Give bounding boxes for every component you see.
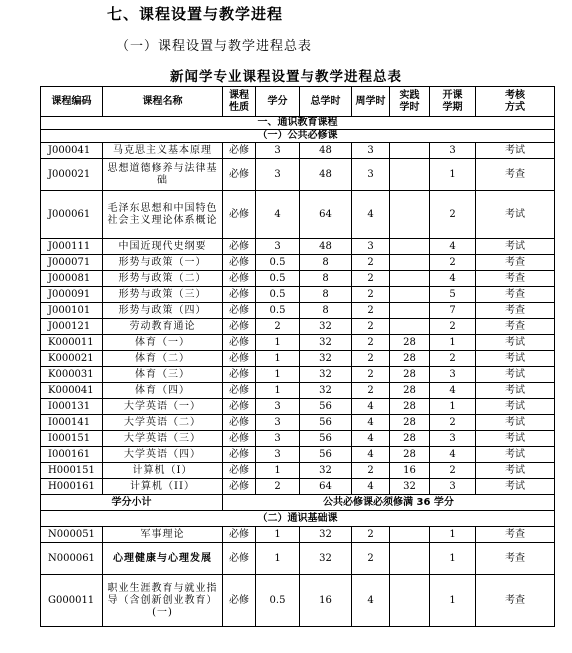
weekly-hours: 2 bbox=[352, 255, 390, 271]
course-code: K000031 bbox=[41, 367, 103, 383]
total-hours: 64 bbox=[300, 191, 352, 239]
assessment: 考试 bbox=[476, 431, 555, 447]
semester: 1 bbox=[430, 335, 476, 351]
semester: 1 bbox=[430, 575, 476, 627]
course-name: 形势与政策（二） bbox=[103, 271, 223, 287]
course-code: J000111 bbox=[41, 239, 103, 255]
weekly-hours: 3 bbox=[352, 159, 390, 191]
assessment: 考试 bbox=[476, 351, 555, 367]
assessment: 考试 bbox=[476, 143, 555, 159]
course-name: 大学英语（四） bbox=[103, 447, 223, 463]
weekly-hours: 4 bbox=[352, 479, 390, 495]
practice-hours bbox=[390, 575, 430, 627]
practice-hours bbox=[390, 543, 430, 575]
course-type: 必修 bbox=[223, 191, 256, 239]
total-hours: 64 bbox=[300, 479, 352, 495]
credits: 3 bbox=[256, 431, 300, 447]
credits: 0.5 bbox=[256, 271, 300, 287]
weekly-hours: 4 bbox=[352, 399, 390, 415]
credits: 1 bbox=[256, 383, 300, 399]
course-code: I000161 bbox=[41, 447, 103, 463]
assessment: 考查 bbox=[476, 271, 555, 287]
practice-hours: 28 bbox=[390, 431, 430, 447]
weekly-hours: 2 bbox=[352, 351, 390, 367]
practice-hours: 28 bbox=[390, 399, 430, 415]
total-hours: 8 bbox=[300, 287, 352, 303]
course-name: 大学英语（三） bbox=[103, 431, 223, 447]
table-row bbox=[41, 479, 555, 495]
header-course-type: 课程 性质 bbox=[223, 87, 256, 117]
weekly-hours: 4 bbox=[352, 431, 390, 447]
assessment: 考查 bbox=[476, 303, 555, 319]
course-name: 形势与政策（一） bbox=[103, 255, 223, 271]
course-name: 大学英语（一） bbox=[103, 399, 223, 415]
course-type: 必修 bbox=[223, 143, 256, 159]
semester: 2 bbox=[430, 255, 476, 271]
course-code: K000021 bbox=[41, 351, 103, 367]
course-code: K000011 bbox=[41, 335, 103, 351]
table-row bbox=[41, 431, 555, 447]
semester: 4 bbox=[430, 383, 476, 399]
weekly-hours: 2 bbox=[352, 383, 390, 399]
course-type: 必修 bbox=[223, 303, 256, 319]
table-row bbox=[41, 143, 555, 159]
course-type: 必修 bbox=[223, 527, 256, 543]
total-hours: 8 bbox=[300, 303, 352, 319]
course-name: 计算机（I） bbox=[103, 463, 223, 479]
course-name: 毛泽东思想和中国特色社会主义理论体系概论 bbox=[103, 191, 223, 239]
credits: 1 bbox=[256, 543, 300, 575]
subtotal-text: 公共必修课必须修满 36 学分 bbox=[223, 495, 555, 511]
credits: 3 bbox=[256, 239, 300, 255]
practice-hours: 28 bbox=[390, 367, 430, 383]
course-type: 必修 bbox=[223, 367, 256, 383]
practice-hours bbox=[390, 287, 430, 303]
total-hours: 8 bbox=[300, 255, 352, 271]
assessment: 考查 bbox=[476, 543, 555, 575]
credits: 4 bbox=[256, 191, 300, 239]
weekly-hours: 2 bbox=[352, 287, 390, 303]
semester: 4 bbox=[430, 271, 476, 287]
assessment: 考试 bbox=[476, 415, 555, 431]
assessment: 考查 bbox=[476, 527, 555, 543]
practice-hours: 16 bbox=[390, 463, 430, 479]
practice-hours: 28 bbox=[390, 383, 430, 399]
semester: 3 bbox=[430, 367, 476, 383]
semester: 1 bbox=[430, 543, 476, 575]
credits: 2 bbox=[256, 479, 300, 495]
weekly-hours: 2 bbox=[352, 543, 390, 575]
course-name: 军事理论 bbox=[103, 527, 223, 543]
course-code: N000061 bbox=[41, 543, 103, 575]
assessment: 考查 bbox=[476, 575, 555, 627]
course-type: 必修 bbox=[223, 271, 256, 287]
total-hours: 32 bbox=[300, 383, 352, 399]
subsection-public-required-row bbox=[41, 130, 555, 143]
credits: 3 bbox=[256, 159, 300, 191]
total-hours: 56 bbox=[300, 399, 352, 415]
weekly-hours: 4 bbox=[352, 191, 390, 239]
practice-hours bbox=[390, 303, 430, 319]
semester: 1 bbox=[430, 527, 476, 543]
course-type: 必修 bbox=[223, 319, 256, 335]
course-type: 必修 bbox=[223, 431, 256, 447]
practice-hours: 32 bbox=[390, 479, 430, 495]
course-type: 必修 bbox=[223, 287, 256, 303]
weekly-hours: 2 bbox=[352, 527, 390, 543]
header-total-hours: 总学时 bbox=[300, 87, 352, 117]
assessment: 考试 bbox=[476, 463, 555, 479]
practice-hours bbox=[390, 239, 430, 255]
total-hours: 16 bbox=[300, 575, 352, 627]
header-assessment: 考核 方式 bbox=[476, 87, 555, 117]
total-hours: 32 bbox=[300, 367, 352, 383]
practice-hours bbox=[390, 191, 430, 239]
course-type: 必修 bbox=[223, 575, 256, 627]
practice-hours bbox=[390, 159, 430, 191]
table-row bbox=[41, 367, 555, 383]
course-type: 必修 bbox=[223, 239, 256, 255]
credits: 3 bbox=[256, 143, 300, 159]
course-code: J000081 bbox=[41, 271, 103, 287]
course-name: 劳动教育通论 bbox=[103, 319, 223, 335]
weekly-hours: 4 bbox=[352, 447, 390, 463]
subsection-heading: （一）课程设置与教学进程总表 bbox=[116, 39, 313, 54]
subtotal-label: 学分小计 bbox=[41, 495, 223, 511]
course-type: 必修 bbox=[223, 159, 256, 191]
weekly-hours: 2 bbox=[352, 367, 390, 383]
assessment: 考试 bbox=[476, 479, 555, 495]
course-code: J000061 bbox=[41, 191, 103, 239]
course-name: 形势与政策（四） bbox=[103, 303, 223, 319]
table-row bbox=[41, 255, 555, 271]
table-row bbox=[41, 191, 555, 239]
semester: 2 bbox=[430, 319, 476, 335]
weekly-hours: 3 bbox=[352, 143, 390, 159]
section-general-education: 一、通识教育课程 bbox=[41, 117, 555, 130]
course-name: 体育（二） bbox=[103, 351, 223, 367]
semester: 1 bbox=[430, 159, 476, 191]
total-hours: 48 bbox=[300, 239, 352, 255]
table-row bbox=[41, 415, 555, 431]
course-name: 形势与政策（三） bbox=[103, 287, 223, 303]
assessment: 考试 bbox=[476, 399, 555, 415]
course-code: H000161 bbox=[41, 479, 103, 495]
table-row bbox=[41, 399, 555, 415]
semester: 2 bbox=[430, 415, 476, 431]
practice-hours: 28 bbox=[390, 335, 430, 351]
semester: 5 bbox=[430, 287, 476, 303]
assessment: 考试 bbox=[476, 191, 555, 239]
course-code: J000041 bbox=[41, 143, 103, 159]
credits: 3 bbox=[256, 399, 300, 415]
credits: 0.5 bbox=[256, 575, 300, 627]
credits: 1 bbox=[256, 527, 300, 543]
course-type: 必修 bbox=[223, 479, 256, 495]
assessment: 考试 bbox=[476, 383, 555, 399]
practice-hours: 28 bbox=[390, 415, 430, 431]
subtotal-row bbox=[41, 495, 555, 511]
practice-hours bbox=[390, 271, 430, 287]
course-code: J000121 bbox=[41, 319, 103, 335]
weekly-hours: 2 bbox=[352, 335, 390, 351]
table-row bbox=[41, 351, 555, 367]
subsection-general-basic: （二）通识基础课 bbox=[41, 511, 555, 527]
course-type: 必修 bbox=[223, 399, 256, 415]
total-hours: 56 bbox=[300, 447, 352, 463]
course-code: J000021 bbox=[41, 159, 103, 191]
course-name: 体育（一） bbox=[103, 335, 223, 351]
credits: 3 bbox=[256, 447, 300, 463]
credits: 0.5 bbox=[256, 255, 300, 271]
total-hours: 48 bbox=[300, 143, 352, 159]
semester: 2 bbox=[430, 191, 476, 239]
section-general-education-row bbox=[41, 117, 555, 130]
weekly-hours: 2 bbox=[352, 319, 390, 335]
course-type: 必修 bbox=[223, 255, 256, 271]
credits: 3 bbox=[256, 415, 300, 431]
course-name: 体育（四） bbox=[103, 383, 223, 399]
course-name: 体育（三） bbox=[103, 367, 223, 383]
course-type: 必修 bbox=[223, 351, 256, 367]
assessment: 考试 bbox=[476, 367, 555, 383]
semester: 3 bbox=[430, 431, 476, 447]
course-type: 必修 bbox=[223, 335, 256, 351]
course-type: 必修 bbox=[223, 447, 256, 463]
semester: 1 bbox=[430, 399, 476, 415]
course-code: J000101 bbox=[41, 303, 103, 319]
semester: 2 bbox=[430, 351, 476, 367]
table-row bbox=[41, 159, 555, 191]
course-name: 大学英语（二） bbox=[103, 415, 223, 431]
assessment: 考试 bbox=[476, 335, 555, 351]
course-code: I000131 bbox=[41, 399, 103, 415]
table-row bbox=[41, 447, 555, 463]
assessment: 考试 bbox=[476, 239, 555, 255]
course-code: H000151 bbox=[41, 463, 103, 479]
course-code: K000041 bbox=[41, 383, 103, 399]
semester: 7 bbox=[430, 303, 476, 319]
course-name: 职业生涯教育与就业指导（含创新创业教育）(一) bbox=[103, 575, 223, 627]
course-code: I000151 bbox=[41, 431, 103, 447]
practice-hours bbox=[390, 527, 430, 543]
practice-hours: 28 bbox=[390, 447, 430, 463]
course-type: 必修 bbox=[223, 415, 256, 431]
total-hours: 32 bbox=[300, 319, 352, 335]
table-row bbox=[41, 463, 555, 479]
table-header-row bbox=[41, 87, 555, 117]
practice-hours bbox=[390, 255, 430, 271]
course-code: J000071 bbox=[41, 255, 103, 271]
semester: 2 bbox=[430, 463, 476, 479]
assessment: 考查 bbox=[476, 159, 555, 191]
assessment: 考试 bbox=[476, 447, 555, 463]
assessment: 考查 bbox=[476, 287, 555, 303]
credits: 0.5 bbox=[256, 303, 300, 319]
header-course-code: 课程编码 bbox=[41, 87, 103, 117]
credits: 1 bbox=[256, 351, 300, 367]
table-row bbox=[41, 287, 555, 303]
weekly-hours: 3 bbox=[352, 239, 390, 255]
course-name: 思想道德修养与法律基础 bbox=[103, 159, 223, 191]
credits: 1 bbox=[256, 463, 300, 479]
credits: 1 bbox=[256, 335, 300, 351]
practice-hours: 28 bbox=[390, 351, 430, 367]
course-type: 必修 bbox=[223, 543, 256, 575]
header-weekly-hours: 周学时 bbox=[352, 87, 390, 117]
practice-hours bbox=[390, 143, 430, 159]
assessment: 考查 bbox=[476, 319, 555, 335]
total-hours: 32 bbox=[300, 335, 352, 351]
section-heading: 七、课程设置与教学进程 bbox=[107, 5, 284, 23]
table-row bbox=[41, 383, 555, 399]
credits: 0.5 bbox=[256, 287, 300, 303]
course-name: 计算机（II） bbox=[103, 479, 223, 495]
total-hours: 32 bbox=[300, 463, 352, 479]
course-table bbox=[40, 86, 555, 627]
table-row bbox=[41, 303, 555, 319]
course-code: J000091 bbox=[41, 287, 103, 303]
practice-hours bbox=[390, 319, 430, 335]
weekly-hours: 2 bbox=[352, 303, 390, 319]
total-hours: 56 bbox=[300, 431, 352, 447]
course-code: I000141 bbox=[41, 415, 103, 431]
table-row bbox=[41, 319, 555, 335]
credits: 2 bbox=[256, 319, 300, 335]
total-hours: 8 bbox=[300, 271, 352, 287]
semester: 4 bbox=[430, 447, 476, 463]
header-credits: 学分 bbox=[256, 87, 300, 117]
course-name: 马克思主义基本原理 bbox=[103, 143, 223, 159]
table-row bbox=[41, 575, 555, 627]
header-practice-hours: 实践 学时 bbox=[390, 87, 430, 117]
course-name: 心理健康与心理发展 bbox=[103, 543, 223, 575]
course-code: N000051 bbox=[41, 527, 103, 543]
total-hours: 48 bbox=[300, 159, 352, 191]
weekly-hours: 4 bbox=[352, 415, 390, 431]
total-hours: 32 bbox=[300, 527, 352, 543]
table-title: 新闻学专业课程设置与教学进程总表 bbox=[170, 69, 402, 85]
total-hours: 32 bbox=[300, 351, 352, 367]
header-course-name: 课程名称 bbox=[103, 87, 223, 117]
credits: 1 bbox=[256, 367, 300, 383]
subsection-general-basic-row bbox=[41, 511, 555, 527]
semester: 3 bbox=[430, 143, 476, 159]
course-name: 中国近现代史纲要 bbox=[103, 239, 223, 255]
weekly-hours: 2 bbox=[352, 463, 390, 479]
table-row bbox=[41, 271, 555, 287]
assessment: 考查 bbox=[476, 255, 555, 271]
subsection-public-required: （一）公共必修课 bbox=[41, 130, 555, 143]
semester: 3 bbox=[430, 479, 476, 495]
course-code: G000011 bbox=[41, 575, 103, 627]
header-semester: 开课 学期 bbox=[430, 87, 476, 117]
total-hours: 32 bbox=[300, 543, 352, 575]
total-hours: 56 bbox=[300, 415, 352, 431]
table-row bbox=[41, 527, 555, 543]
course-type: 必修 bbox=[223, 383, 256, 399]
weekly-hours: 4 bbox=[352, 575, 390, 627]
table-row bbox=[41, 239, 555, 255]
course-type: 必修 bbox=[223, 463, 256, 479]
table-row bbox=[41, 335, 555, 351]
weekly-hours: 2 bbox=[352, 271, 390, 287]
semester: 4 bbox=[430, 239, 476, 255]
table-row bbox=[41, 543, 555, 575]
